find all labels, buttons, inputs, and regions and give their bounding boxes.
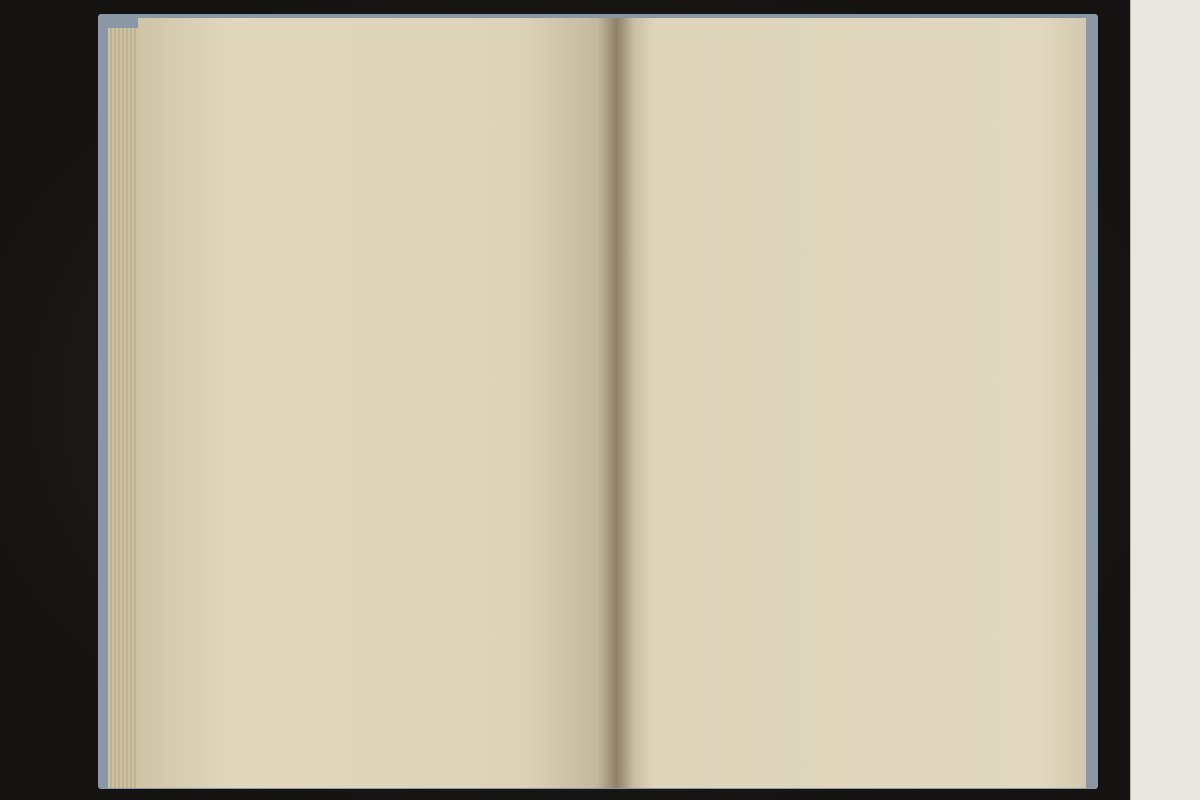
ruler-scale [1131, 0, 1200, 800]
left-page [138, 18, 616, 788]
open-book-spread [108, 18, 1093, 793]
measuring-ruler [1130, 0, 1200, 800]
right-page [616, 18, 1086, 788]
book-gutter [598, 18, 634, 788]
